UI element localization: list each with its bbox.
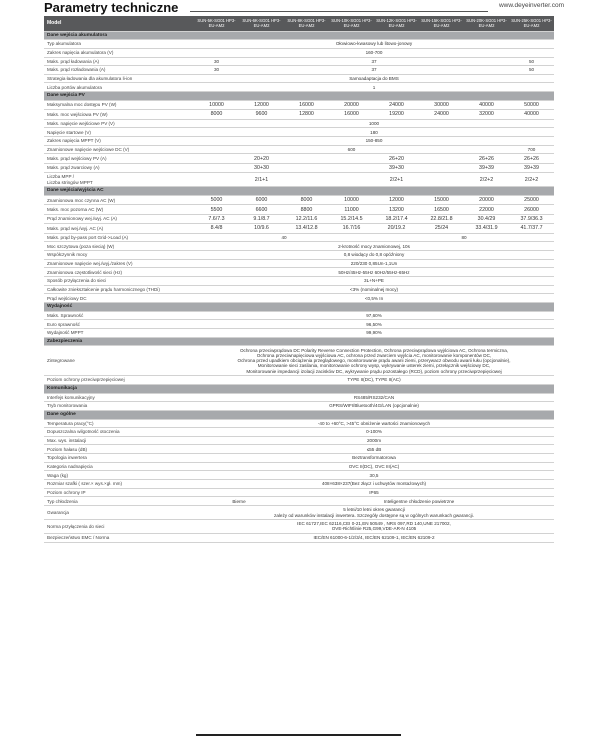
row-label-text: Norma przyłączenia do sieci bbox=[47, 523, 105, 529]
value-cell: 50 bbox=[509, 66, 554, 75]
row-label bbox=[44, 480, 194, 489]
row-label bbox=[44, 173, 194, 187]
row-label bbox=[44, 346, 194, 376]
spec-row bbox=[44, 533, 554, 542]
value-cell: 26+26 bbox=[509, 154, 554, 163]
value-cell: 16000 bbox=[329, 110, 374, 119]
section-title: Zabezpieczenia bbox=[44, 337, 554, 346]
spec-row bbox=[44, 110, 554, 119]
value-cell: 12.2/11.6 bbox=[284, 214, 329, 223]
row-label-text: Poziom hałasu (dB) bbox=[47, 446, 88, 452]
row-label-text: Liczba stringów MPPT bbox=[47, 179, 93, 185]
value-cell: 20+20 bbox=[194, 154, 329, 163]
spec-row bbox=[44, 195, 554, 204]
row-label bbox=[44, 533, 194, 542]
row-label bbox=[44, 251, 194, 260]
value-cell: 22000 bbox=[464, 205, 509, 214]
row-label bbox=[44, 454, 194, 463]
row-label bbox=[44, 74, 194, 83]
spec-row bbox=[44, 520, 554, 534]
spec-row bbox=[44, 488, 554, 497]
value-cell: 8800 bbox=[284, 205, 329, 214]
value-line: Ochrona przeciwnapięciowa wyjściowa AC, ochrona przed zwarciem wyjścia AC, monitorowanie komponentów DC, bbox=[256, 352, 492, 358]
spec-row bbox=[44, 242, 554, 251]
value-cell: 2000m bbox=[194, 436, 554, 445]
value-cell: 180 bbox=[194, 128, 554, 137]
value-cell: 9600 bbox=[239, 110, 284, 119]
row-label-text: Poziom ochrony przeciwprzepięciowej bbox=[47, 377, 125, 383]
row-label-text: Maks. prąd ładowania (A) bbox=[47, 58, 100, 64]
value-cell: Beztransformatorowa bbox=[194, 454, 554, 463]
row-label bbox=[44, 376, 194, 385]
value-line: zależy od warunków instalacji inwertera. Szczegóły dostępne są w ogólnych warunkach gwarancji. bbox=[274, 512, 474, 518]
row-label-text: Maks. prąd wej./wyj. AC (A) bbox=[47, 225, 104, 231]
spec-row bbox=[44, 311, 554, 320]
row-label bbox=[44, 436, 194, 445]
spec-row bbox=[44, 445, 554, 454]
value-cell: 32000 bbox=[464, 110, 509, 119]
row-label bbox=[44, 48, 194, 57]
value-cell: OVC II(DC), OVC III(AC) bbox=[194, 462, 554, 471]
row-label bbox=[44, 488, 194, 497]
spec-row bbox=[44, 268, 554, 277]
row-label-text: Maks. prąd wejściowy PV (A) bbox=[47, 155, 107, 161]
row-label-text: Maks. moc wejściowa PV (W) bbox=[47, 111, 108, 117]
value-cell: 99,90% bbox=[194, 329, 554, 338]
row-label-text: Maks. moc pozorna AC (W) bbox=[47, 206, 104, 212]
row-label bbox=[44, 329, 194, 338]
value-cell: 220/230 0,85Un-1,1Un bbox=[194, 259, 554, 268]
model-column-header: SUN-8K-SG01 HP3-EU-AM2 bbox=[284, 16, 329, 31]
spec-row bbox=[44, 376, 554, 385]
spec-row bbox=[44, 74, 554, 83]
row-label-text: Liczba MPP / bbox=[47, 174, 74, 180]
row-label bbox=[44, 497, 194, 506]
row-label-text: Moc szczytowa (poza siecią) (W) bbox=[47, 243, 115, 249]
row-label bbox=[44, 320, 194, 329]
value-cell: 16500 bbox=[419, 205, 464, 214]
section-title: Dane wejścia akumulatora bbox=[44, 31, 554, 40]
row-label-text: Maks. napięcie wejściowe PV (V) bbox=[47, 120, 115, 126]
spec-row bbox=[44, 119, 554, 128]
row-label bbox=[44, 419, 194, 428]
row-label-text: Maks. prąd zwarciowy (A) bbox=[47, 165, 100, 171]
spec-row bbox=[44, 66, 554, 75]
value-cell: 24000 bbox=[374, 100, 419, 109]
value-cell: 10000 bbox=[194, 100, 239, 109]
value-cell: 2-krotność mocy znamionowej, 10s bbox=[194, 242, 554, 251]
spec-row bbox=[44, 100, 554, 109]
value-cell: Samoadaptacja do BMS bbox=[194, 74, 554, 83]
spec-row bbox=[44, 497, 554, 506]
row-label bbox=[44, 311, 194, 320]
row-label-text: Znamionowe napięcie wej./wyj./zakres (V) bbox=[47, 260, 133, 266]
value-cell: 8.4/8 bbox=[194, 224, 239, 233]
section-header-row bbox=[44, 31, 554, 40]
value-line: OVE-Richtlinie R25,G99,VDE-AR-N 4105 bbox=[331, 526, 417, 532]
spec-row bbox=[44, 428, 554, 437]
row-label bbox=[44, 110, 194, 119]
value-cell: 97,60% bbox=[194, 311, 554, 320]
row-label-text: Sposób przyłączenia do sieci bbox=[47, 278, 107, 284]
spec-row bbox=[44, 506, 554, 520]
value-cell: ≤55 dB bbox=[194, 445, 554, 454]
row-label-text: Zakres napięcia MPPT (V) bbox=[47, 138, 101, 144]
value-cell: 30,5 bbox=[194, 471, 554, 480]
spec-row bbox=[44, 480, 554, 489]
section-title: Dane wejścia PV bbox=[44, 92, 554, 101]
row-label-text: Typ chłodzenia bbox=[47, 498, 78, 504]
spec-row bbox=[44, 346, 554, 376]
value-cell: 26000 bbox=[509, 205, 554, 214]
value-cell: Inteligentne chłodzenie powietrzne bbox=[284, 497, 554, 506]
value-cell: 40000 bbox=[464, 100, 509, 109]
spec-row bbox=[44, 40, 554, 49]
value-cell: RS485/RS232/CAN bbox=[194, 393, 554, 402]
row-label-text: Liczba portów akumulatora bbox=[47, 84, 102, 90]
row-label bbox=[44, 145, 194, 154]
value-cell: 50Hz/45Hz-55Hz 60Hz/55Hz-65Hz bbox=[194, 268, 554, 277]
value-cell: 41.7/37.7 bbox=[509, 224, 554, 233]
spec-row bbox=[44, 224, 554, 233]
value-line: Ochrona przeciwprądowa DC Polarity Reverse Connection Protection, Ochrona przeciwprądowa wyjściowa AC, Ochrona termiczna, bbox=[239, 347, 509, 353]
value-cell: 39+39 bbox=[509, 163, 554, 172]
row-label bbox=[44, 294, 194, 303]
value-cell: 50 bbox=[509, 57, 554, 66]
value-cell: 15.2/14.5 bbox=[329, 214, 374, 223]
value-cell: 12800 bbox=[284, 110, 329, 119]
section-header-row bbox=[44, 384, 554, 393]
value-cell: 26+26 bbox=[464, 154, 509, 163]
value-cell: 30+30 bbox=[194, 163, 329, 172]
row-label bbox=[44, 393, 194, 402]
value-cell: GPRS/WIFI/Bluetooth/4G/LAN (opcjonalnie) bbox=[194, 402, 554, 411]
row-label bbox=[44, 242, 194, 251]
value-cell: 30000 bbox=[419, 100, 464, 109]
value-cell: 0,8 wiodący do 0,8 opóźniony bbox=[194, 251, 554, 260]
spec-row bbox=[44, 277, 554, 286]
row-label bbox=[44, 462, 194, 471]
row-label bbox=[44, 224, 194, 233]
value-cell: 20/19.2 bbox=[374, 224, 419, 233]
spec-row bbox=[44, 436, 554, 445]
value-cell: <3% (nominalnej mocy) bbox=[194, 285, 554, 294]
spec-row bbox=[44, 163, 554, 172]
value-cell: 408×638×237(Bez złącz i uchwytów montażowych) bbox=[194, 480, 554, 489]
spec-row bbox=[44, 471, 554, 480]
row-label-text: Maks. Sprawność bbox=[47, 312, 84, 318]
value-cell: 6600 bbox=[239, 205, 284, 214]
value-cell: 24000 bbox=[419, 110, 464, 119]
value-cell: IEC/EN 61000-6-1/2/3/4, IEC/EN 62109-1, IEC/EN 62109-2 bbox=[194, 533, 554, 542]
row-label-text: Dopuszczalna wilgotność otoczenia bbox=[47, 429, 120, 435]
spec-row bbox=[44, 154, 554, 163]
value-cell: 37 bbox=[239, 57, 509, 66]
value-line: Ochrona przed upadkiem obciążenia przeglądowego, monitorowanie prądu awarii ziemi, przerywacz obwodu awarii łuku (opcjonalnie), bbox=[237, 358, 511, 364]
value-cell: 26+20 bbox=[329, 154, 464, 163]
value-cell: 16000 bbox=[284, 100, 329, 109]
section-header-row bbox=[44, 302, 554, 311]
value-line: IEC 61727,IEC 62116,CEI 0-21,EN 50549 , NRS 097,RD 140,UNE 217002, bbox=[297, 521, 451, 527]
value-cell: 39+30 bbox=[329, 163, 464, 172]
value-cell: 39+39 bbox=[464, 163, 509, 172]
value-cell-multiline bbox=[194, 346, 554, 376]
value-cell: 11000 bbox=[329, 205, 374, 214]
value-cell: 5000 bbox=[194, 195, 239, 204]
spec-row bbox=[44, 57, 554, 66]
spec-row bbox=[44, 285, 554, 294]
row-label bbox=[44, 428, 194, 437]
page-title: Parametry techniczne bbox=[44, 0, 179, 15]
row-label-text: Euro sprawność bbox=[47, 321, 80, 327]
spec-row bbox=[44, 259, 554, 268]
spec-row bbox=[44, 419, 554, 428]
spec-row bbox=[44, 233, 554, 242]
row-label bbox=[44, 277, 194, 286]
spec-row bbox=[44, 48, 554, 57]
section-header-row bbox=[44, 410, 554, 419]
row-label-text: Zakres napięcia akumulatora (V) bbox=[47, 50, 114, 56]
value-cell: 2/2+1 bbox=[329, 173, 464, 187]
row-label-text: Zintegrowane bbox=[47, 358, 75, 364]
value-cell: 33.4/31.9 bbox=[464, 224, 509, 233]
value-line: 5 letni/10 letni okres gwarancji bbox=[343, 507, 405, 513]
model-column-header: SUN-6K-SG01 HP3-EU-AM2 bbox=[239, 16, 284, 31]
row-label bbox=[44, 445, 194, 454]
value-cell: -40 to +60°C, >45°C obniżenie wartości znamionowych bbox=[194, 419, 554, 428]
value-cell: 20000 bbox=[329, 100, 374, 109]
value-cell: 30 bbox=[194, 57, 239, 66]
value-line: Monitorowanie sieci zasilania, monitorowanie ochrony wysp, wykrywanie usterek ziemi, przełącznik wejściowy DC, bbox=[257, 363, 491, 369]
spec-row bbox=[44, 294, 554, 303]
value-cell: 12000 bbox=[239, 100, 284, 109]
value-cell: 8000 bbox=[194, 110, 239, 119]
row-label-text: Maksymalna moc dostępu PV (W) bbox=[47, 102, 117, 108]
value-cell: TYPE II(DC), TYPE II(AC) bbox=[194, 376, 554, 385]
spec-row bbox=[44, 83, 554, 92]
row-label-text: Całkowite zniekształcenie prądu harmonicznego (THDi) bbox=[47, 286, 160, 292]
row-label-text: Kategoria nadnapięcia bbox=[47, 463, 93, 469]
value-cell: 9.1/8.7 bbox=[239, 214, 284, 223]
value-cell: 2/1+1 bbox=[194, 173, 329, 187]
value-cell: 3L+N+PE bbox=[194, 277, 554, 286]
section-header-row bbox=[44, 187, 554, 196]
row-label bbox=[44, 205, 194, 214]
model-column-header: SUN-20K-SG01 HP3-EU-AM2 bbox=[464, 16, 509, 31]
row-label bbox=[44, 285, 194, 294]
website-url: www.deyeinverter.com bbox=[498, 2, 564, 9]
header-row bbox=[44, 16, 554, 31]
spec-row bbox=[44, 462, 554, 471]
value-cell: 8000 bbox=[284, 195, 329, 204]
row-label-text: Prąd znamionowy wej./wyj. AC (A) bbox=[47, 216, 117, 222]
row-label-text: Napięcie startowe (V) bbox=[47, 129, 91, 135]
value-cell: <0,5% In bbox=[194, 294, 554, 303]
value-cell: 37 bbox=[239, 66, 509, 75]
row-label-text: Maks. prąd rozładowania (A) bbox=[47, 67, 106, 73]
value-cell: 2/2+2 bbox=[509, 173, 554, 187]
section-title: Dane ogólne bbox=[44, 410, 554, 419]
value-cell: 150-850 bbox=[194, 137, 554, 146]
model-column-header: SUN-10K-SG01 HP3-EU-AM2 bbox=[329, 16, 374, 31]
row-label-text: Rozmiar szafki ( szer.× wys.×gł. mm) bbox=[47, 481, 123, 487]
value-cell: 22.8/21.8 bbox=[419, 214, 464, 223]
row-label-text: Tryb monitorowania bbox=[47, 403, 88, 409]
section-title: Komunikacja bbox=[44, 384, 554, 393]
row-label bbox=[44, 471, 194, 480]
value-cell: 19200 bbox=[374, 110, 419, 119]
row-label bbox=[44, 40, 194, 49]
row-label bbox=[44, 233, 194, 242]
spec-row bbox=[44, 329, 554, 338]
row-label bbox=[44, 100, 194, 109]
row-label-text: Max. wys. instalacji bbox=[47, 438, 87, 444]
spec-row bbox=[44, 128, 554, 137]
row-label-text: Gwarancja bbox=[47, 509, 69, 515]
value-cell: 15000 bbox=[419, 195, 464, 204]
value-cell: Bierne bbox=[194, 497, 284, 506]
value-cell: 10/9.6 bbox=[239, 224, 284, 233]
row-label-text: Znamionowa moc czynna AC (W) bbox=[47, 197, 116, 203]
spec-row bbox=[44, 173, 554, 187]
value-cell: 13200 bbox=[374, 205, 419, 214]
spec-body bbox=[44, 31, 554, 542]
value-cell: 37.9/36.3 bbox=[509, 214, 554, 223]
row-label bbox=[44, 520, 194, 534]
section-header-row bbox=[44, 337, 554, 346]
model-column-header: SUN-5K-SG01 HP3-EU-AM2 bbox=[194, 16, 239, 31]
title-rule bbox=[190, 11, 488, 12]
row-label bbox=[44, 154, 194, 163]
value-cell: 40000 bbox=[509, 110, 554, 119]
value-cell: 0-100% bbox=[194, 428, 554, 437]
spec-row bbox=[44, 393, 554, 402]
footer-bar bbox=[196, 734, 401, 736]
row-label bbox=[44, 506, 194, 520]
row-label-text: Typ akumulatora bbox=[47, 41, 81, 47]
value-cell: 600 bbox=[194, 145, 509, 154]
value-cell: 18.2/17.4 bbox=[374, 214, 419, 223]
value-cell-multiline bbox=[194, 506, 554, 520]
value-cell: 10000 bbox=[329, 195, 374, 204]
value-cell: 80 bbox=[374, 233, 554, 242]
row-label-text: Współczynnik mocy bbox=[47, 252, 88, 258]
value-cell: 5500 bbox=[194, 205, 239, 214]
row-label-text: Poziom ochrony IP bbox=[47, 489, 86, 495]
row-label-text: Maks. prąd by-pass port Grid->Load (A) bbox=[47, 234, 129, 240]
row-label bbox=[44, 259, 194, 268]
row-label-text: Prąd wejściowy DC bbox=[47, 295, 87, 301]
spec-row bbox=[44, 320, 554, 329]
value-cell: 25/24 bbox=[419, 224, 464, 233]
row-label-text: Temperatura pracy(°C) bbox=[47, 420, 94, 426]
spec-row bbox=[44, 402, 554, 411]
value-cell: 40 bbox=[194, 233, 374, 242]
row-label bbox=[44, 268, 194, 277]
value-cell: 30 bbox=[194, 66, 239, 75]
row-label-text: Bezpieczeństwo EMC / Norma bbox=[47, 535, 110, 541]
row-label bbox=[44, 137, 194, 146]
spec-row bbox=[44, 145, 554, 154]
value-cell: IP65 bbox=[194, 488, 554, 497]
value-cell: 700 bbox=[509, 145, 554, 154]
row-label bbox=[44, 214, 194, 223]
row-label bbox=[44, 128, 194, 137]
value-cell: 160-700 bbox=[194, 48, 554, 57]
value-cell: Ołowiowo-kwasowy lub litowo-jonowy bbox=[194, 40, 554, 49]
value-cell: 7.6/7.3 bbox=[194, 214, 239, 223]
value-cell: 1 bbox=[194, 83, 554, 92]
spec-row bbox=[44, 454, 554, 463]
model-column-header: SUN-25K-SG01 HP3-EU-AM2 bbox=[509, 16, 554, 31]
spec-table bbox=[44, 16, 554, 543]
value-cell: 6000 bbox=[239, 195, 284, 204]
model-column-header: SUN-15K-SG01 HP3-EU-AM2 bbox=[419, 16, 464, 31]
value-cell: 16.7/16 bbox=[329, 224, 374, 233]
row-label-text: Wydajność MPPT bbox=[47, 330, 84, 336]
value-cell: 25000 bbox=[509, 195, 554, 204]
value-cell: 50000 bbox=[509, 100, 554, 109]
row-label bbox=[44, 402, 194, 411]
model-column-header: SUN-12K-SG01 HP3-EU-AM2 bbox=[374, 16, 419, 31]
spec-row bbox=[44, 137, 554, 146]
value-line: Monitorowanie impedancji izolacji zacisków DC, wykrywanie prądu pozostałego (RCD), poziom ochrony przeciwprzepięciowej bbox=[246, 368, 502, 374]
row-label-text: Strategia ładowania dla akumulatora li-ion bbox=[47, 76, 133, 82]
value-cell: 20000 bbox=[464, 195, 509, 204]
row-label bbox=[44, 57, 194, 66]
value-cell-multiline bbox=[194, 520, 554, 534]
section-title: Wydajność bbox=[44, 302, 554, 311]
row-label bbox=[44, 163, 194, 172]
spec-row bbox=[44, 205, 554, 214]
row-label-text: Interfejs komunikacyjny bbox=[47, 394, 95, 400]
row-label-text: Topologia inwertera bbox=[47, 455, 87, 461]
spec-row bbox=[44, 251, 554, 260]
model-header: Model bbox=[44, 16, 194, 31]
row-label-text: Znamionowe napięcie wejściowe DC (V) bbox=[47, 146, 130, 152]
value-cell: 12000 bbox=[374, 195, 419, 204]
section-header-row bbox=[44, 92, 554, 101]
value-cell: 2/2+2 bbox=[464, 173, 509, 187]
row-label bbox=[44, 83, 194, 92]
value-cell: 30.4/29 bbox=[464, 214, 509, 223]
section-title: Dane wejścia/wyjścia AC bbox=[44, 187, 554, 196]
row-label-text: Znamionowa częstotliwość sieci (Hz) bbox=[47, 269, 123, 275]
row-label bbox=[44, 66, 194, 75]
spec-row bbox=[44, 214, 554, 223]
row-label bbox=[44, 195, 194, 204]
row-label bbox=[44, 119, 194, 128]
value-cell: 13.4/12.8 bbox=[284, 224, 329, 233]
value-cell: 1000 bbox=[194, 119, 554, 128]
row-label-text: Waga (kg) bbox=[47, 472, 69, 478]
value-cell: 96,50% bbox=[194, 320, 554, 329]
